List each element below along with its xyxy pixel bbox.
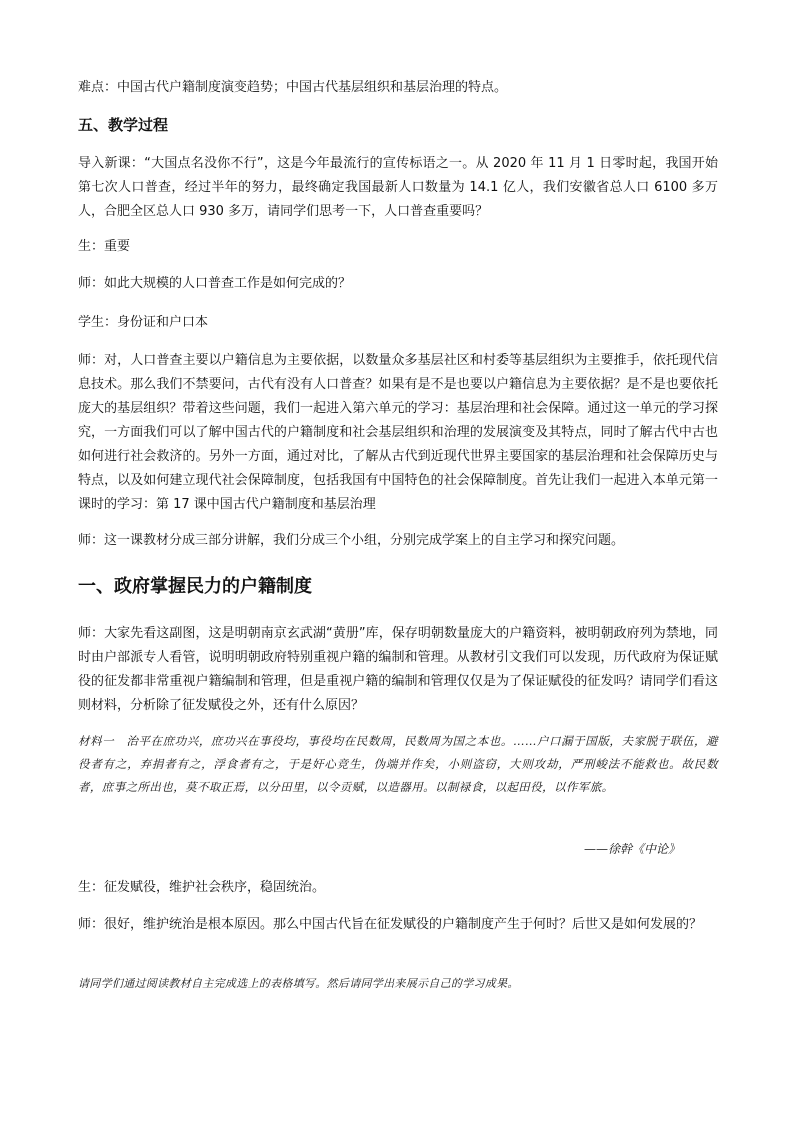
section-heading: 五、教学过程 [78, 116, 169, 134]
material-source: ——徐幹《中论》 [583, 842, 680, 856]
student-reply-1: 生：重要 [78, 239, 131, 254]
material-quote: 材料一 治平在庶功兴，庶功兴在事役均，事役均在民数周，民数周为国之本也。……户口漏于国版，夫家脱于联伍，避役者有之，弃捐者有之，浮食者有之，于是奸心竞生，伪端并作矣，小则盗窃，大则攻劫，严刑峻法不能救也。故民数者，庶事之所出也，莫不取正焉，以分田里，以令贡赋，以造器用。以制禄食，以起田役，以作军旅。 [78, 734, 718, 794]
instruction-note: 请同学们通过阅读教材自主完成选上的表格填写。然后请同学出来展示自己的学习成果。 [78, 977, 519, 990]
difficulty-paragraph: 难点：中国古代户籍制度演变趋势；中国古代基层组织和基层治理的特点。 [78, 80, 508, 95]
intro-paragraph: 导入新课：“大国点名没你不行”，这是今年最流行的宣传标语之一。从 2020 年 11 月 1 日零时起，我国开始第七次人口普查，经过半年的努力，最终确定我国最新人口数量为 14.1 亿人，我们安徽省总人口 6100 多万人，合肥全区总人口 930 多万，请同学们思考一下，人口普查重要吗？ [78, 156, 718, 219]
teacher-paragraph-2: 师：对，人口普查主要以户籍信息为主要依据，以数量众多基层社区和村委等基层组织为主要推手，依托现代信息技术。那么我们不禁要问，古代有没有人口普查？如果有是不是也要以户籍信息为主要依据？是不是也要依托庞大的基层组织？带着这些问题，我们一起进入第六单元的学习：基层治理和社会保障。通过这一单元的学习探究，一方面我们可以了解中国古代的户籍制度和社会基层组织和治理的发展演变及其特点，同时了解古代中古也如何进行社会救济的。另外一方面，通过对比，了解从古代到近现代世界主要国家的基层治理和社会保障历史与特点，以及如何建立现代社会保障制度，包括我国有中国特色的社会保障制度。首先让我们一起进入本单元第一课时的学习：第 17 课中国古代户籍制度和基层治理 [78, 353, 718, 512]
teacher-paragraph-5: 师：很好，维护统治是根本原因。那么中国古代旨在征发赋役的户籍制度产生于何时？后世又是如何发展的？ [78, 917, 703, 932]
part-heading: 一、政府掌握民力的户籍制度 [78, 576, 312, 597]
teacher-question-1: 师：如此大规模的人口普查工作是如何完成的？ [78, 276, 352, 291]
student-reply-3: 生：征发赋役，维护社会秩序，稳固统治。 [78, 880, 326, 895]
teacher-paragraph-4: 师：大家先看这副图，这是明朝南京玄武湖“黄册”库，保存明朝数量庞大的户籍资料，被明朝政府列为禁地，同时由户部派专人看管，说明明朝政府特别重视户籍的编制和管理。从教材引文我们可以发现，历代政府为保证赋役的征发都非常重视户籍编制和管理，但是重视户籍的编制和管理仅仅是为了保证赋役的征发吗？请同学们看这则材料，分析除了征发赋役之外，还有什么原因？ [78, 626, 718, 713]
teacher-paragraph-3: 师：这一课教材分成三部分讲解，我们分成三个小组，分别完成学案上的自主学习和探究问题。 [78, 533, 625, 548]
student-reply-2: 学生：身份证和户口本 [78, 315, 209, 330]
